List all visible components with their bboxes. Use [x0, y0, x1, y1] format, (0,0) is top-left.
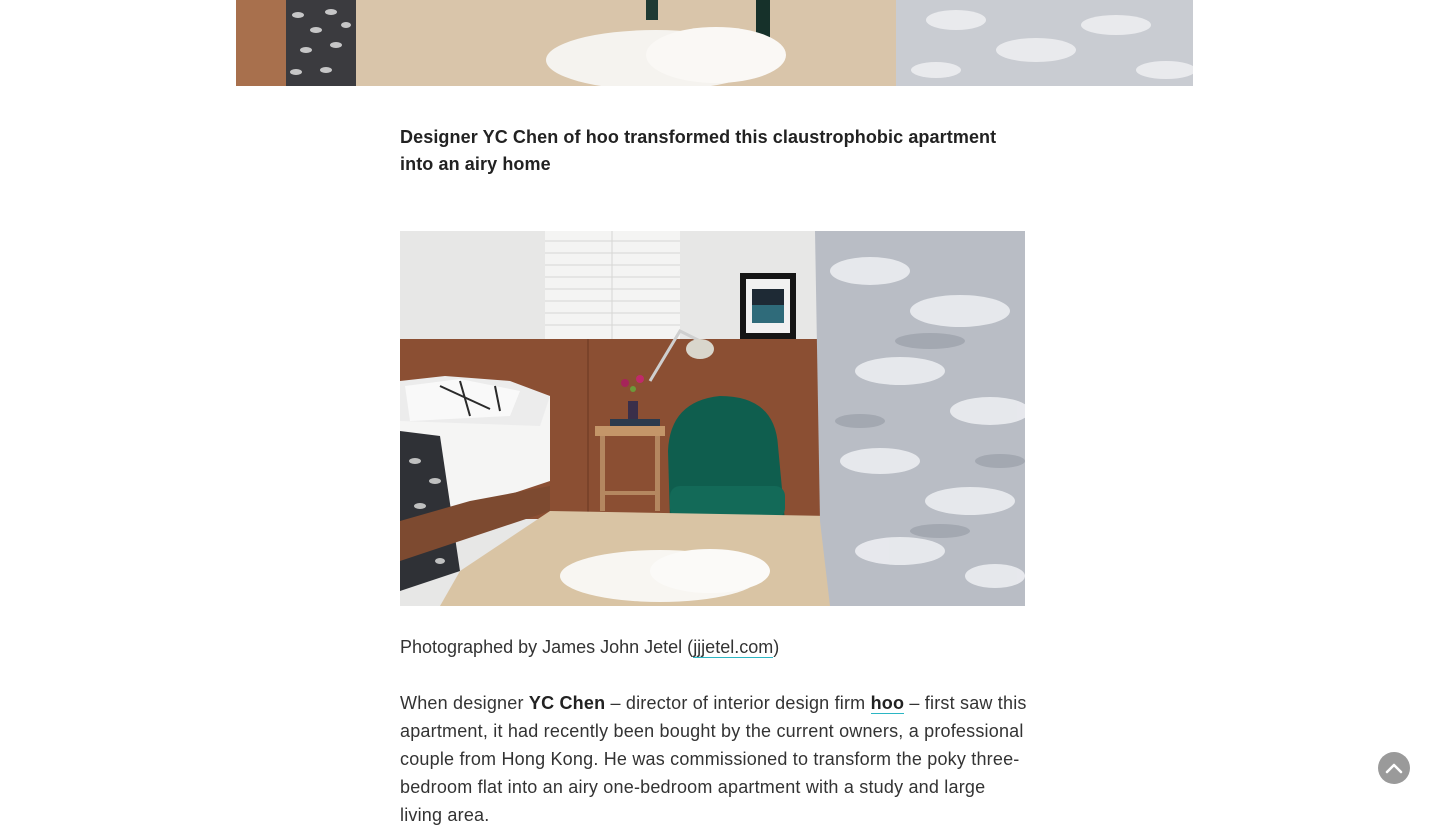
paragraph-text-1: When designer: [400, 693, 529, 713]
paragraph-text-2: – director of interior design firm: [605, 693, 871, 713]
hero-image: [236, 0, 1193, 86]
paragraph-text-3: – first saw this apartment, it had recently been bought by the current owners, a professional couple from Hong Kong. He was commissioned to transform the poky three-bedroom flat into an airy one-bedroom apartment with a study and large living area.: [400, 693, 1027, 825]
article-paragraph: [400, 689, 1030, 829]
back-to-top-button[interactable]: [1378, 752, 1410, 784]
photo-credit-suffix: ): [773, 637, 780, 657]
hero-image-illustration: [236, 0, 1193, 86]
photographer-link[interactable]: jjjetel.com: [693, 637, 774, 657]
firm-link[interactable]: hoo: [870, 693, 905, 713]
designer-name: YC Chen: [528, 693, 606, 713]
photo-credit: [400, 634, 1025, 661]
chevron-up-icon: [1385, 762, 1403, 774]
bedroom-photo-illustration: [400, 231, 1025, 606]
photo-credit-prefix: Photographed by James John Jetel (: [400, 637, 694, 657]
article-subtitle: Designer YC Chen of hoo transformed this claustrophobic apartment into an airy home: [400, 127, 997, 174]
bedroom-photo: [400, 231, 1025, 606]
